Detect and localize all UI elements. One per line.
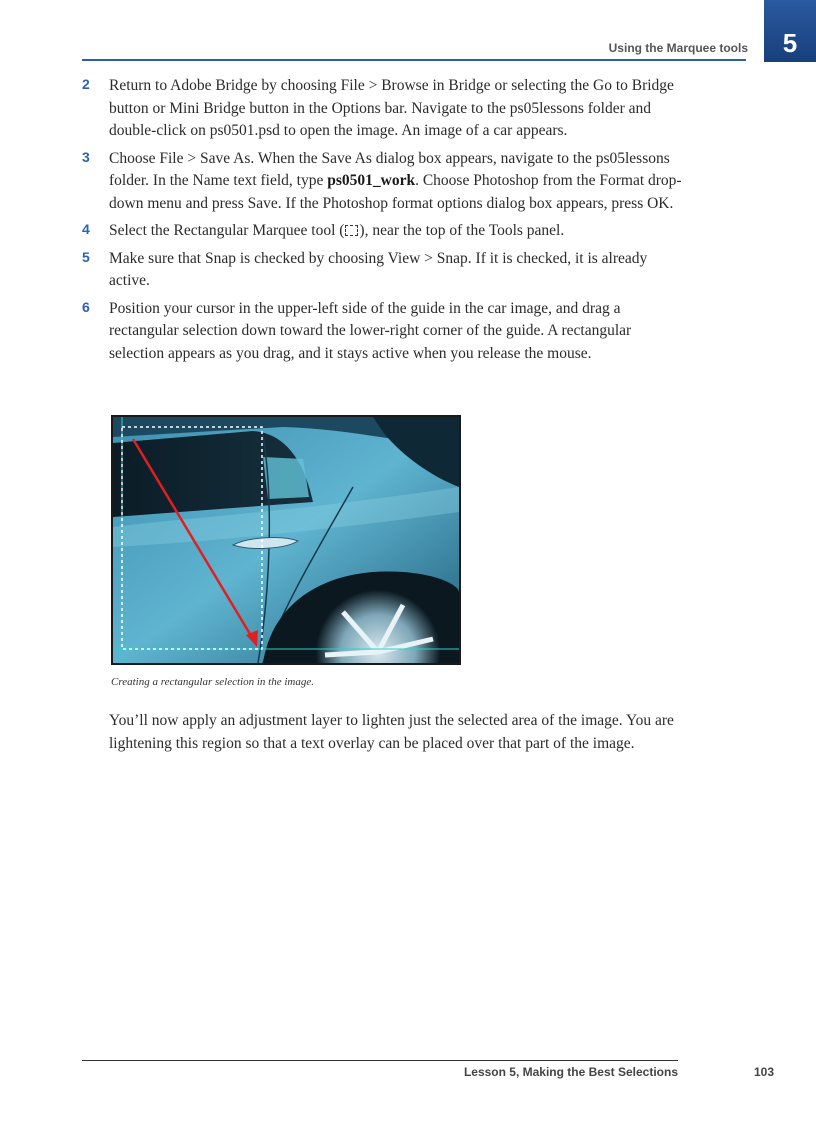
step-3	[82, 148, 682, 216]
step-number: 6	[82, 298, 90, 315]
car-image	[113, 417, 459, 663]
step-text	[109, 148, 682, 216]
step-number: 3	[82, 148, 90, 165]
step-number: 5	[82, 248, 90, 265]
rectangular-marquee-icon	[345, 225, 358, 236]
step-2	[82, 75, 682, 143]
footer-rule	[82, 1060, 678, 1061]
window-reflection	[263, 457, 309, 499]
step-number: 4	[82, 221, 90, 237]
body-paragraph: You’ll now apply an adjustment layer to lighten just the selected area of the image. You are lightening this region so that a text overlay can be placed over that part of the image.	[109, 712, 674, 752]
filename-bold: ps0501_work	[327, 172, 416, 189]
running-header-title: Using the Marquee tools	[608, 41, 748, 55]
step-text-after: . Choose Photoshop from the Format drop-down menu and press Save. If the Photoshop format options dialog box appears, press OK.	[109, 172, 682, 212]
step-4	[82, 220, 682, 243]
step-list	[82, 75, 682, 370]
footer-lesson-title: Lesson 5, Making the Best Selections	[463, 1065, 678, 1079]
step-6	[82, 298, 682, 366]
header-rule	[82, 59, 746, 61]
car-image-figure	[111, 415, 461, 665]
step-text-before: Choose File > Save As. When the Save As dialog box appears, navigate to the ps05lessons folder. In the Name text field, type	[109, 149, 670, 189]
step-number: 2	[82, 76, 90, 92]
step-5	[82, 248, 682, 293]
page-number: 103	[753, 1065, 774, 1079]
step-text: Position your cursor in the upper-left side of the guide in the car image, and drag a rectangular selection down toward the lower-right corner of the guide. A rectangular selection appears as you drag, and it stays active when you release the mouse.	[109, 299, 632, 362]
chapter-tab: 5	[764, 0, 816, 62]
step-text-after: ), near the top of the Tools panel.	[359, 222, 565, 239]
figure-caption: Creating a rectangular selection in the image.	[111, 676, 314, 688]
step-text	[109, 220, 682, 243]
step-text-before: Select the Rectangular Marquee tool (	[109, 222, 345, 239]
step-text: Return to Adobe Bridge by choosing File > Browse in Bridge or selecting the Go to Bridge button or Mini Bridge button in the Options bar. Navigate to the ps05lessons folder and double-click on ps0501.psd to open the image. An image of a car appears.	[109, 77, 674, 139]
step-text: Make sure that Snap is checked by choosing View > Snap. If it is checked, it is already active.	[109, 249, 648, 289]
